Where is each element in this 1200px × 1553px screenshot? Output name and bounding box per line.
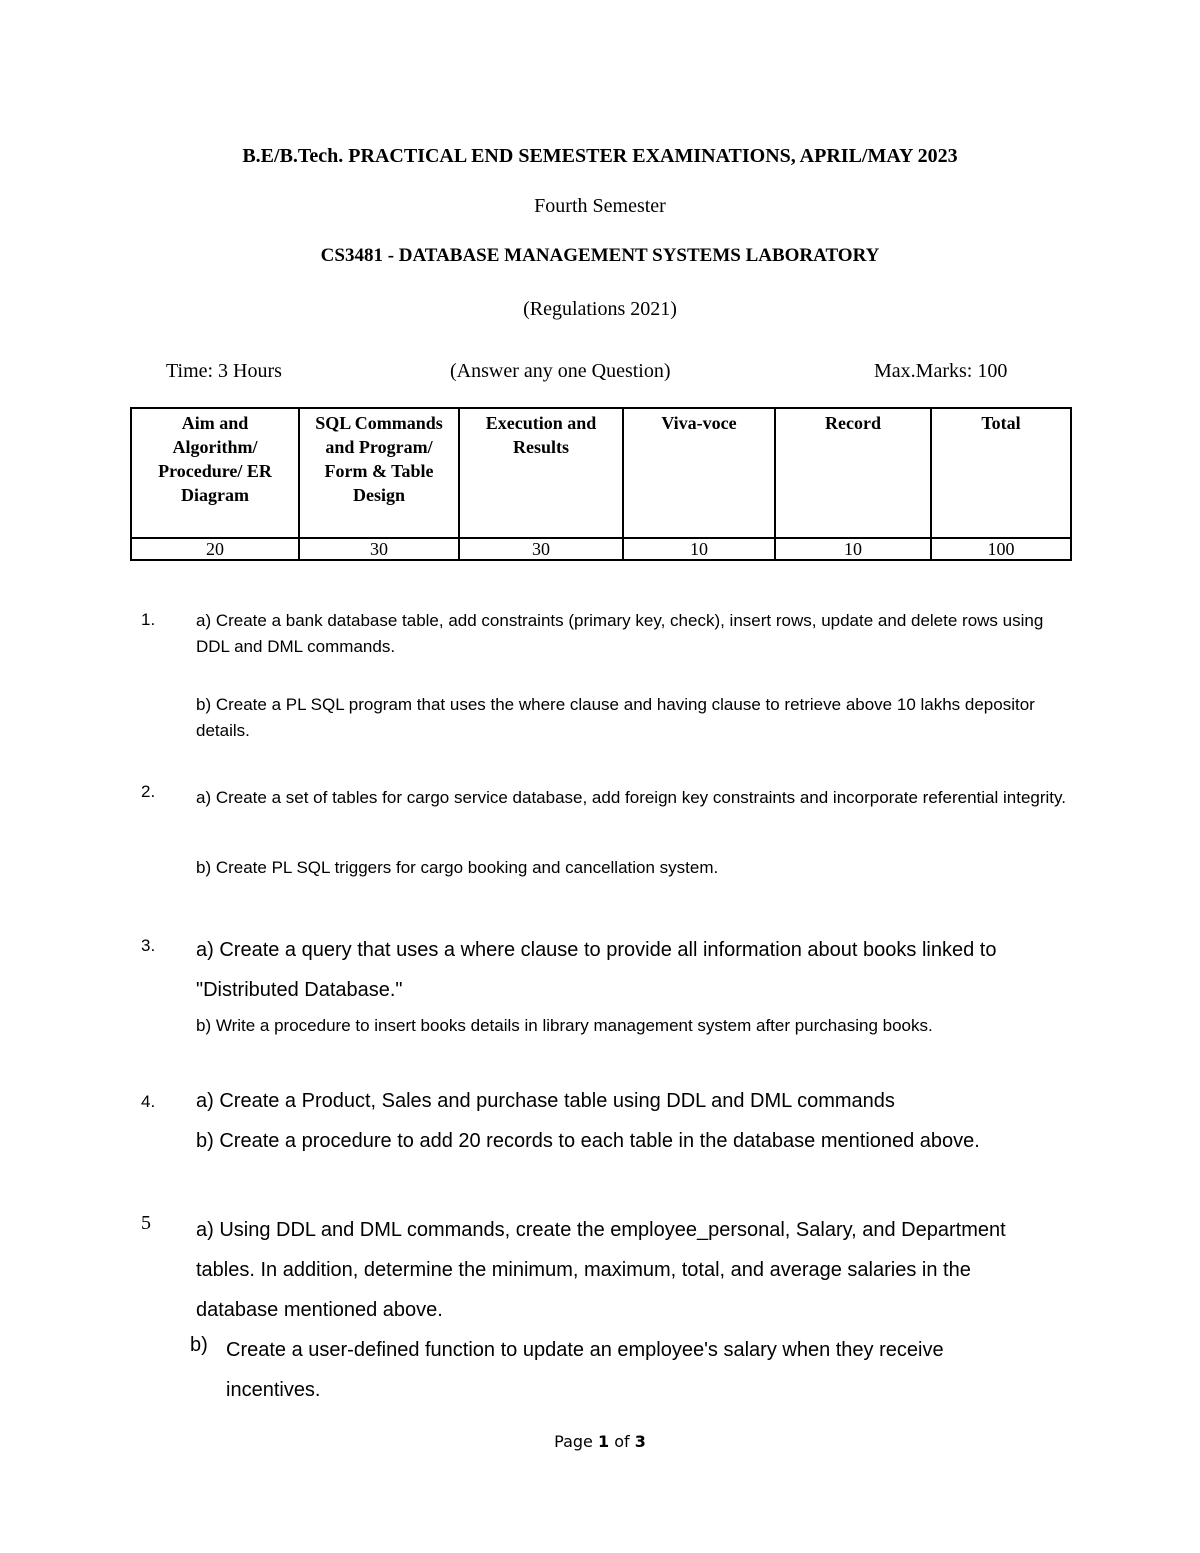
question-3-part-b: b) Write a procedure to insert books details in library management system after purchasing books.: [196, 1016, 933, 1035]
marks-value-cell: 20: [131, 538, 299, 560]
max-marks: Max.Marks: 100: [874, 360, 1008, 382]
semester: Fourth Semester: [534, 195, 666, 217]
marks-header-cell: Viva-voce: [623, 408, 775, 538]
question-2-part-b: b) Create PL SQL triggers for cargo booking and cancellation system.: [196, 858, 719, 877]
page-footer: [0, 1432, 1200, 1451]
page-current: 1: [597, 1432, 610, 1451]
question-number: 2.: [141, 782, 156, 801]
exam-title: B.E/B.Tech. PRACTICAL END SEMESTER EXAMINATIONS, APRIL/MAY 2023: [242, 145, 958, 167]
marks-table: [130, 407, 1072, 561]
marks-value-cell: 30: [299, 538, 459, 560]
question-4-part-a: a) Create a Product, Sales and purchase table using DDL and DML commands: [196, 1090, 895, 1112]
question-2-part-a: a) Create a set of tables for cargo service database, add foreign key constraints and incorporate referential integrity.: [196, 788, 1066, 807]
marks-value-cell: 10: [623, 538, 775, 560]
page-of: of: [609, 1432, 635, 1451]
question-1-part-b: b) Create a PL SQL program that uses the where clause and having clause to retrieve above 10 lakhs depositor details.: [196, 695, 1035, 740]
question-5-part-b: Create a user-defined function to update an employee's salary when they receive incentives.: [226, 1339, 944, 1401]
question-5-part-a: a) Using DDL and DML commands, create the employee_personal, Salary, and Department tables. In addition, determine the minimum, maximum, total, and average salaries in the database mentioned above.: [196, 1219, 1006, 1321]
marks-value-cell: 10: [775, 538, 931, 560]
course-title: CS3481 - DATABASE MANAGEMENT SYSTEMS LABORATORY: [320, 245, 880, 266]
marks-header-cell: Record: [775, 408, 931, 538]
marks-value-row: [131, 538, 1071, 560]
marks-header-cell: Total: [931, 408, 1071, 538]
exam-time: Time: 3 Hours: [166, 360, 282, 382]
question-5-part-b-label: b): [190, 1334, 208, 1356]
question-1-part-a: a) Create a bank database table, add constraints (primary key, check), insert rows, update and delete rows using DDL and DML commands.: [196, 611, 1044, 656]
question-number: 5: [141, 1212, 151, 1234]
exam-instruction: (Answer any one Question): [450, 360, 671, 382]
marks-value-cell: 30: [459, 538, 623, 560]
question-number: 3.: [141, 936, 156, 955]
question-number: 4.: [141, 1092, 156, 1111]
page-total: 3: [634, 1432, 646, 1451]
marks-value-cell: 100: [931, 538, 1071, 560]
marks-header-row: [131, 408, 1071, 538]
marks-header-cell: Aim and Algorithm/ Procedure/ ER Diagram: [131, 408, 299, 538]
marks-header-cell: SQL Commands and Program/ Form & Table Design: [299, 408, 459, 538]
regulations: (Regulations 2021): [523, 298, 677, 320]
marks-header-cell: Execution and Results: [459, 408, 623, 538]
question-number: 1.: [141, 610, 156, 629]
page-prefix: Page: [554, 1432, 598, 1451]
question-3-part-a: a) Create a query that uses a where clause to provide all information about books linked to "Distributed Database.": [196, 939, 997, 1001]
question-4-part-b: b) Create a procedure to add 20 records to each table in the database mentioned above.: [196, 1130, 980, 1152]
